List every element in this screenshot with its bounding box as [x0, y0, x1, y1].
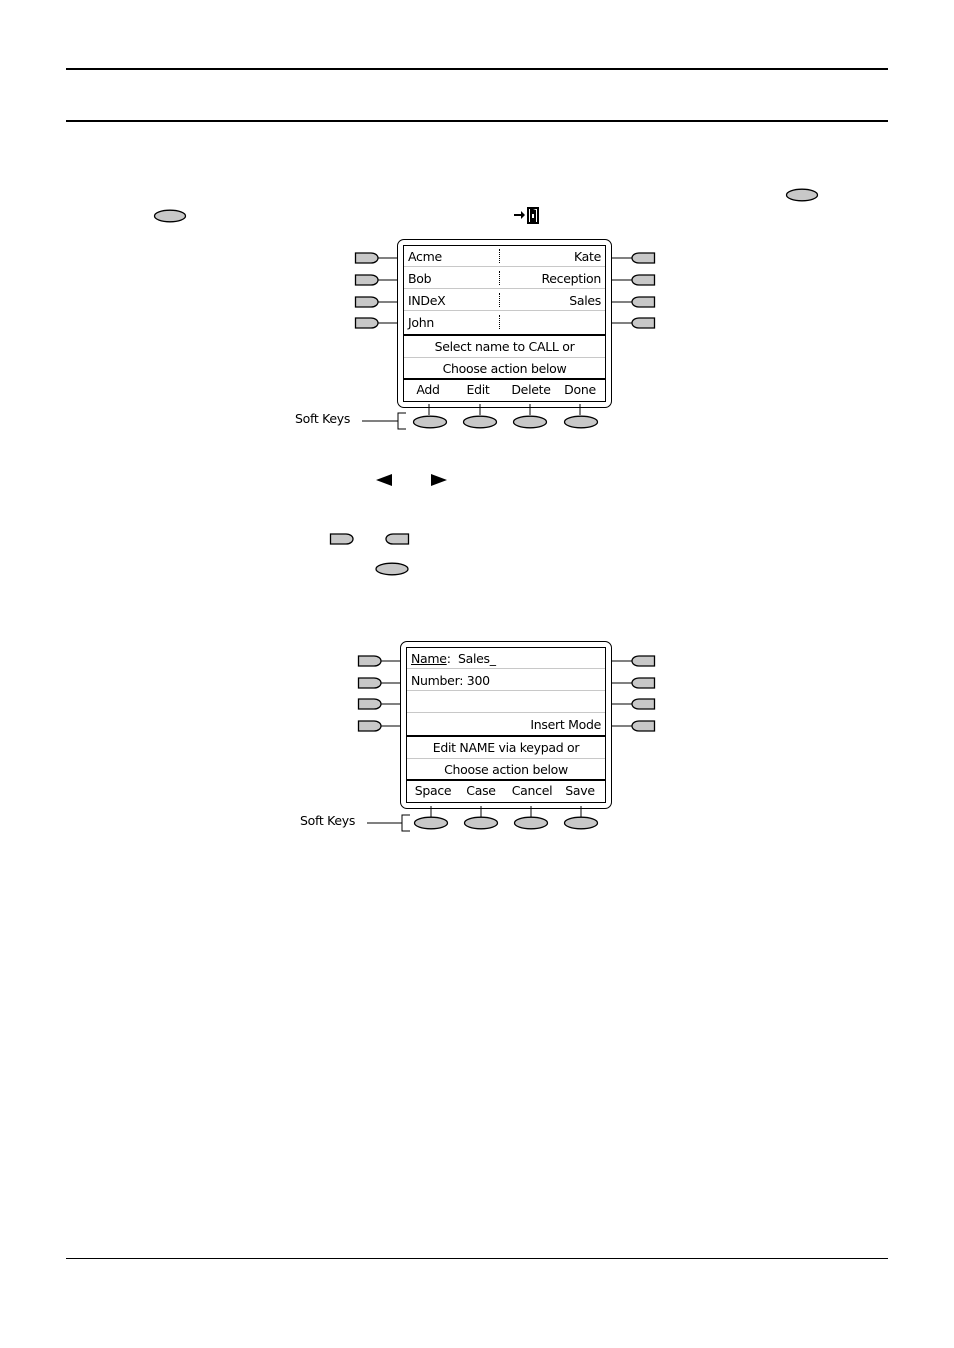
soft-key-label-save: Save	[565, 783, 595, 798]
directory-row	[404, 268, 605, 289]
line-key-right	[610, 251, 656, 265]
directory-entry-left: John	[408, 315, 434, 330]
soft-keys-caption: Soft Keys	[295, 411, 351, 426]
soft-key-label-edit: Edit	[466, 382, 490, 397]
prompt-line-1: Edit NAME via keypad or	[407, 737, 605, 759]
soft-key-labels	[404, 379, 605, 401]
number-value: 300	[466, 673, 490, 688]
line-key-left	[354, 316, 400, 330]
column-separator	[499, 315, 500, 329]
directory-entry-left: Acme	[408, 249, 442, 264]
soft-key-label-delete: Delete	[511, 382, 551, 397]
right-arrow-icon	[430, 474, 448, 486]
soft-key	[413, 816, 449, 830]
soft-key	[463, 816, 499, 830]
header-rule-top	[66, 68, 888, 70]
directory-entry-left: INDeX	[408, 293, 446, 308]
line-key-right	[610, 719, 656, 733]
directory-entry-right: Sales	[569, 293, 601, 308]
line-key-left	[357, 719, 403, 733]
directory-row	[404, 312, 605, 333]
line-key-right	[610, 697, 656, 711]
prompt-line-1: Select name to CALL or	[404, 336, 605, 358]
exit-door-icon	[512, 205, 544, 225]
soft-key	[513, 816, 549, 830]
insert-mode-indicator: Insert Mode	[530, 717, 601, 732]
soft-key-label-cancel: Cancel	[511, 783, 553, 798]
prompt-line-2: Choose action below	[442, 361, 567, 376]
soft-keys-caption: Soft Keys	[300, 813, 356, 828]
mode-row	[407, 714, 605, 735]
line-key-right	[610, 676, 656, 690]
soft-key-label-done: Done	[564, 382, 596, 397]
directory-row	[404, 290, 605, 311]
soft-key-icon	[374, 562, 410, 576]
soft-key-label-case: Case	[466, 783, 496, 798]
footer-rule	[66, 1258, 888, 1259]
soft-key-label-space: Space	[414, 783, 452, 798]
phone-display-frame	[400, 641, 612, 809]
line-key-right	[610, 316, 656, 330]
line-key-left	[357, 654, 403, 668]
soft-key-labels	[407, 780, 605, 802]
line-key-left	[354, 273, 400, 287]
directory-entry-left: Bob	[408, 271, 432, 286]
left-arrow-icon	[375, 474, 393, 486]
soft-key-label-add: Add	[416, 382, 440, 397]
column-separator	[499, 271, 500, 285]
line-key-right	[610, 295, 656, 309]
empty-row	[407, 692, 605, 713]
name-row: Name: Sales_	[407, 648, 605, 669]
soft-key-icon	[153, 209, 187, 223]
line-key-left	[357, 676, 403, 690]
soft-key	[563, 415, 599, 429]
name-value: Sales_	[457, 651, 496, 666]
number-row	[407, 670, 605, 691]
soft-key-icon	[785, 188, 819, 202]
soft-key	[563, 816, 599, 830]
left-line-key-icon	[329, 532, 357, 546]
soft-key	[462, 415, 498, 429]
line-key-right	[610, 654, 656, 668]
line-key-right	[610, 273, 656, 287]
phone-screen	[406, 647, 606, 803]
column-separator	[499, 249, 500, 263]
phone-display-frame	[397, 239, 612, 408]
line-key-left	[357, 697, 403, 711]
soft-key	[512, 415, 548, 429]
column-separator	[499, 293, 500, 307]
directory-entry-right: Kate	[573, 249, 601, 264]
number-label: Number:	[411, 673, 464, 688]
prompt-line-2: Choose action below	[444, 762, 568, 777]
line-key-left	[354, 251, 400, 265]
phone-screen	[403, 245, 606, 402]
right-line-key-icon	[382, 532, 410, 546]
header-rule-bottom	[66, 120, 888, 122]
soft-key	[412, 415, 448, 429]
directory-entry-right: Reception	[541, 271, 601, 286]
directory-row	[404, 246, 605, 267]
name-label: Name	[411, 651, 447, 666]
line-key-left	[354, 295, 400, 309]
